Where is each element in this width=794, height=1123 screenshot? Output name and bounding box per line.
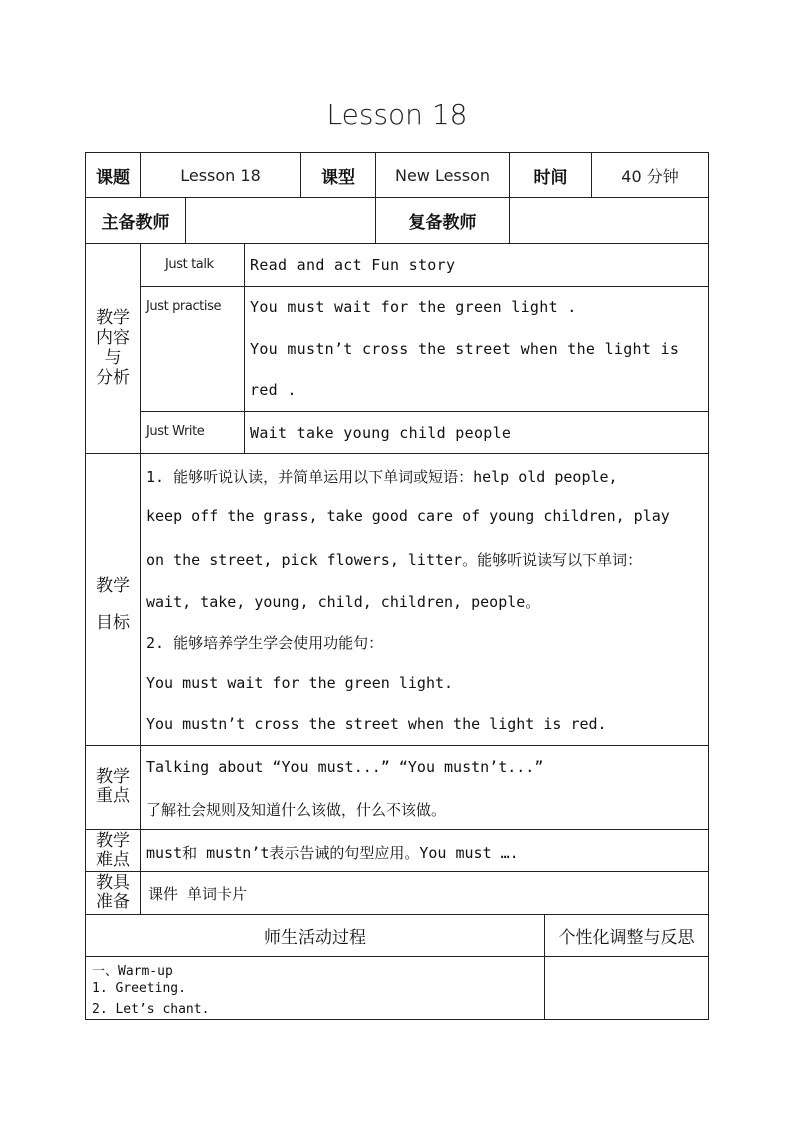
time-label: 时间 <box>533 167 568 188</box>
label-line: 目标 <box>96 613 130 633</box>
objective-line: You must wait for the green light. <box>146 674 454 692</box>
difficulties-text: must和 mustn’t表示告诫的句型应用。You must …. <box>146 844 519 862</box>
process-line: 一、Warm-up <box>92 964 173 979</box>
objective-line: wait, take, young, child, children, people。 <box>146 593 541 611</box>
label-line: 教学 <box>96 308 130 328</box>
objective-line: on the street, pick flowers, litter。能够听说读写以下单词： <box>146 551 643 569</box>
reflection-header: 个性化调整与反思 <box>558 928 695 948</box>
process-line: 2. Let’s chant. <box>92 1002 210 1017</box>
label-line: 内容 <box>96 328 130 348</box>
label-line: 准备 <box>96 892 130 912</box>
objectives-label <box>86 568 140 642</box>
type-value: New Lesson <box>394 165 491 185</box>
just-practise-line: red . <box>250 381 297 399</box>
just-talk-content: Read and act Fun story <box>250 256 456 274</box>
reflection-cell[interactable] <box>545 957 708 1019</box>
objective-line: 2. 能够培养学生学会使用功能句： <box>146 634 384 652</box>
just-write-label: Just Write <box>146 424 205 439</box>
label-line: 教具 <box>96 873 130 893</box>
objective-line: You mustn’t cross the street when the light is red. <box>146 715 607 733</box>
just-talk-label: Just talk <box>165 257 214 272</box>
document-title: Lesson 18 <box>326 98 468 131</box>
topic-label: 课题 <box>96 167 130 188</box>
label-line: 教学 <box>96 576 130 596</box>
just-practise-line: You must wait for the green light . <box>250 298 577 316</box>
review-teacher-label: 复备教师 <box>408 213 477 233</box>
process-header: 师生活动过程 <box>264 928 366 948</box>
label-line: 教学 <box>96 767 130 787</box>
type-label: 课型 <box>321 167 355 188</box>
key-points-line: Talking about “You must...” “You mustn’t...” <box>146 758 544 776</box>
materials-label <box>86 874 140 912</box>
main-teacher-label: 主备教师 <box>101 213 170 233</box>
just-write-content: Wait take young child people <box>250 424 512 442</box>
label-line: 重点 <box>96 786 130 806</box>
time-value: 40 分钟 <box>621 166 679 186</box>
main-teacher-value[interactable] <box>186 198 375 243</box>
objective-line: 1. 能够听说认读，并简单运用以下单词或短语：help old people, <box>146 468 618 486</box>
label-line: 分析 <box>96 368 130 388</box>
just-practise-line: You mustn’t cross the street when the light is <box>250 340 680 358</box>
key-points-line: 了解社会规则及知道什么该做，什么不该做。 <box>146 801 447 819</box>
just-practise-label: Just practise <box>146 299 222 314</box>
objective-line: keep off the grass, take good care of young children, play <box>146 507 670 525</box>
materials-text: 课件 单词卡片 <box>148 885 248 903</box>
topic-value: Lesson 18 <box>180 165 261 185</box>
label-line: 教学 <box>96 831 130 851</box>
label-line: 难点 <box>96 850 130 870</box>
review-teacher-value[interactable] <box>510 198 708 243</box>
key-points-label <box>86 768 140 806</box>
process-line: 1. Greeting. <box>92 981 186 996</box>
difficulties-label <box>86 832 140 870</box>
label-line: 与 <box>104 348 122 368</box>
content-analysis-label <box>86 308 140 388</box>
